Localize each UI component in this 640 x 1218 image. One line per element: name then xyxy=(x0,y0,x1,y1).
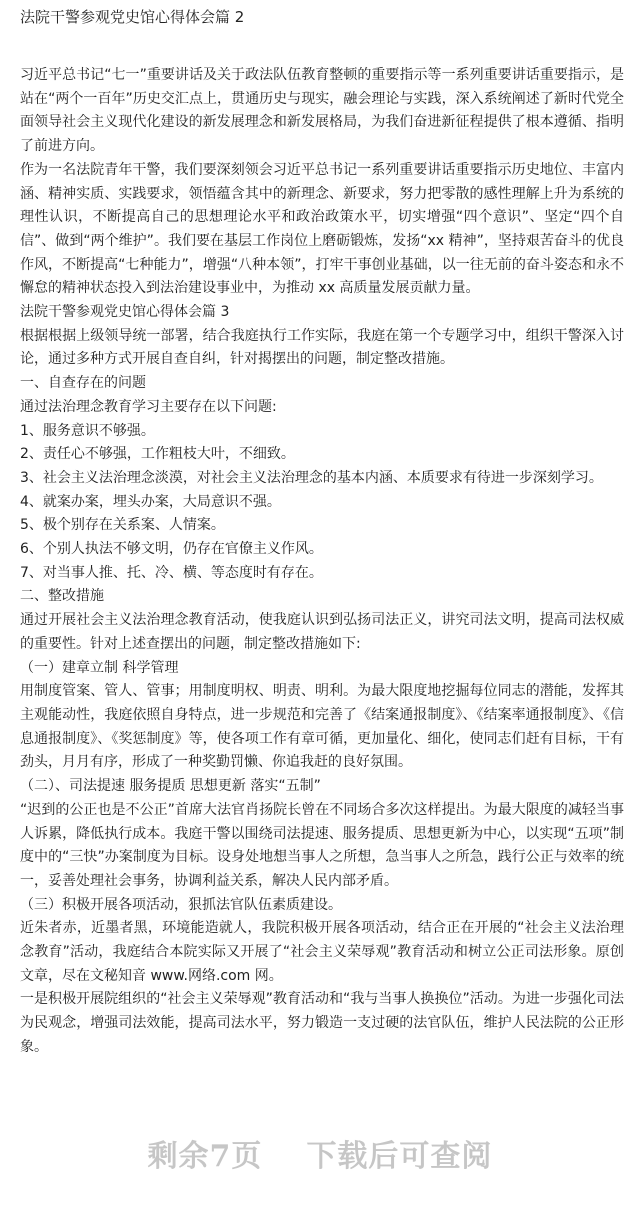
remaining-pages-label: 剩余7页 xyxy=(147,1139,263,1174)
paragraph-activities: 近朱者赤，近墨者黑，环境能造就人，我院积极开展各项活动，结合正在开展的“社会主义法治理念教育”活动，我庭结合本院实际又开展了“社会主义荣辱观”教育活动和树立公正司法形象。原创文章，尽在文秘知音 www.网络.com 网。 xyxy=(20,920,624,984)
list-item: 3、社会主义法治理念淡漠，对社会主义法治理念的基本内涵、本质要求有待进一步深刻学习。 xyxy=(20,469,603,486)
paragraph-honor-activity: 一是积极开展院组织的“社会主义荣辱观”教育活动和“我与当事人换换位”活动。为进一步强化司法为民观念，增强司法效能，提高司法水平，努力锻造一支过硬的法官队伍，维护人民法院的公正形象。 xyxy=(20,991,624,1055)
subheading-system: （一）建章立制 科学管理 xyxy=(20,659,179,676)
paragraph-measures-intro: 通过开展社会主义法治理念教育活动，使我庭认识到弘扬司法正义，讲究司法文明，提高司法权威的重要性。针对上述查摆出的问题，制定整改措施如下: xyxy=(20,612,624,652)
list-item: 5、极个别存在关系案、人情案。 xyxy=(20,517,225,534)
subheading-speedup: （二）、司法提速 服务提质 思想更新 落实“五制” xyxy=(20,778,321,795)
list-item: 1、服务意识不够强。 xyxy=(20,422,155,439)
heading-problems: 一、自查存在的问题 xyxy=(20,375,146,392)
section-heading-3: 法院干警参观党史馆心得体会篇 3 xyxy=(20,304,230,321)
list-item: 2、责任心不够强，工作粗枝大叶，不细致。 xyxy=(20,446,295,463)
document-body xyxy=(20,64,624,1060)
list-item: 6、个别人执法不够文明，仍存在官僚主义作风。 xyxy=(20,541,323,558)
page-title: 法院干警参观党史馆心得体会篇 2 xyxy=(20,8,245,26)
paragraph-intro: 习近平总书记“七一”重要讲话及关于政法队伍教育整顿的重要指示等一系列重要讲话重要指示，是站在“两个一百年”历史交汇点上，贯通历史与现实，融会理论与实践，深入系统阐述了新时代党全面领导社会主义现代化建设的新发展理念和新发展格局，为我们奋进新征程提供了根本遵循、指明了前进方向。 xyxy=(20,67,624,155)
paragraph-problems-intro: 通过法治理念教育学习主要存在以下问题: xyxy=(20,398,277,415)
download-banner[interactable] xyxy=(0,1127,640,1187)
paragraph-deployment: 根据根据上级领导统一部署，结合我庭执行工作实际，我庭在第一个专题学习中，组织干警深入讨论，通过多种方式开展自查自纠，针对揭摆出的问题，制定整改措施。 xyxy=(20,327,624,368)
download-hint-label: 下载后可查阅 xyxy=(306,1139,493,1174)
subheading-activities: （三）积极开展各项活动，狠抓法官队伍素质建设。 xyxy=(20,896,342,913)
paragraph-role: 作为一名法院青年干警，我们要深刻领会习近平总书记一系列重要讲话重要指示历史地位、丰富内涵、精神实质、实践要求，领悟蕴含其中的新理念、新要求，努力把零散的感性理解上升为系统的理性认识，不断提高自己的思想理论水平和政治政策水平，切实增强“四个意识”、坚定“四个自信”、做到“两个维护”。我们要在基层工作岗位上磨砺锻炼，发扬“xx 精神”，坚持艰苦奋斗的优良作风，不断提高“七种能力”，增强“八种本领”，打牢干事创业基础，以一往无前的奋斗姿态和永不懈怠的精神状态投入到法治建设事业中，为推动 xx 高质量发展贡献力量。 xyxy=(20,161,624,297)
heading-measures: 二、整改措施 xyxy=(20,588,104,605)
paragraph-speedup: “迟到的公正也是不公正”首席大法官肖扬院长曾在不同场合多次这样提出。为最大限度的减轻当事人诉累，降低执行成本。我庭干警以围绕司法提速、服务提质、思想更新为中心，以实现“五项”制度中的“三快”办案制度为目标。设身处地想当事人之所想，急当事人之所急，践行公正与效率的统一，妥善处理社会事务，协调利益关系，解决人民内部矛盾。 xyxy=(20,801,624,889)
paragraph-system: 用制度管案、管人、管事；用制度明权、明责、明利。为最大限度地挖掘每位同志的潜能，发挥其主观能动性，我庭依照自身特点，进一步规范和完善了《结案通报制度》、《结案率通报制度》、《信息通报制度》、《奖惩制度》等，使各项工作有章可循，更加量化、细化，使同志们赶有目标，干有劲头，月月有序，形成了一种奖勤罚懒、你追我赶的良好氛围。 xyxy=(20,683,624,771)
list-item: 4、就案办案，埋头办案，大局意识不强。 xyxy=(20,493,281,510)
list-item: 7、对当事人推、托、冷、横、等态度时有存在。 xyxy=(20,564,323,581)
